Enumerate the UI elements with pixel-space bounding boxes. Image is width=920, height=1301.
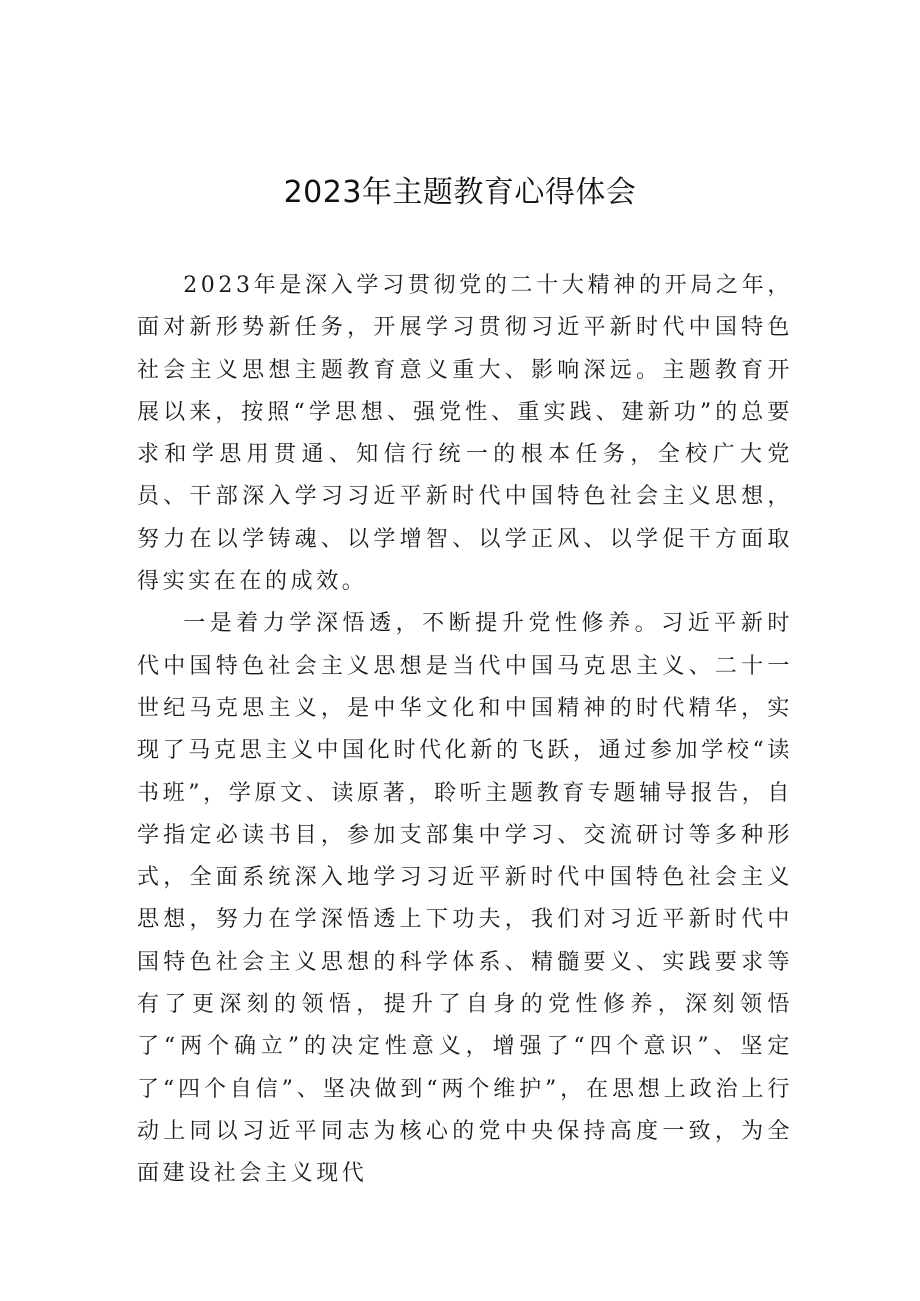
document-title: 2023年主题教育心得体会	[283, 175, 637, 210]
paragraph-point-one: 一是着力学深悟透，不断提升党性修养。习近平新时代中国特色社会主义思想是当代中国马克思主义、二十一世纪马克思主义，是中华文化和中国精神的时代精华，实现了马克思主义中国化时代化新的飞跃，通过参加学校“读书班”，学原文、读原著，聆听主题教育专题辅导报告，自学指定必读书目，参加支部集中学习、交流研讨等多种形式，全面系统深入地学习习近平新时代中国特色社会主义思想，努力在学深悟透上下功夫，我们对习近平新时代中国特色社会主义思想的科学体系、精髓要义、实践要求等有了更深刻的领悟，提升了自身的党性修养，深刻领悟了“两个确立”的决定性意义，增强了“四个意识”、坚定了“四个自信”、坚决做到“两个维护”，在思想上政治上行动上同以习近平同志为核心的党中央保持高度一致，为全面建设社会主义现代	[137, 611, 793, 1187]
document-body	[137, 265, 793, 1196]
paragraph-intro: 2023年是深入学习贯彻党的二十大精神的开局之年，面对新形势新任务，开展学习贯彻习近平新时代中国特色社会主义思想主题教育意义重大、影响深远。主题教育开展以来，按照“学思想、强党性、重实践、建新功”的总要求和学思用贯通、知信行统一的根本任务，全校广大党员、干部深入学习习近平新时代中国特色社会主义思想，努力在以学铸魂、以学增智、以学正风、以学促干方面取得实实在在的成效。	[137, 273, 793, 595]
